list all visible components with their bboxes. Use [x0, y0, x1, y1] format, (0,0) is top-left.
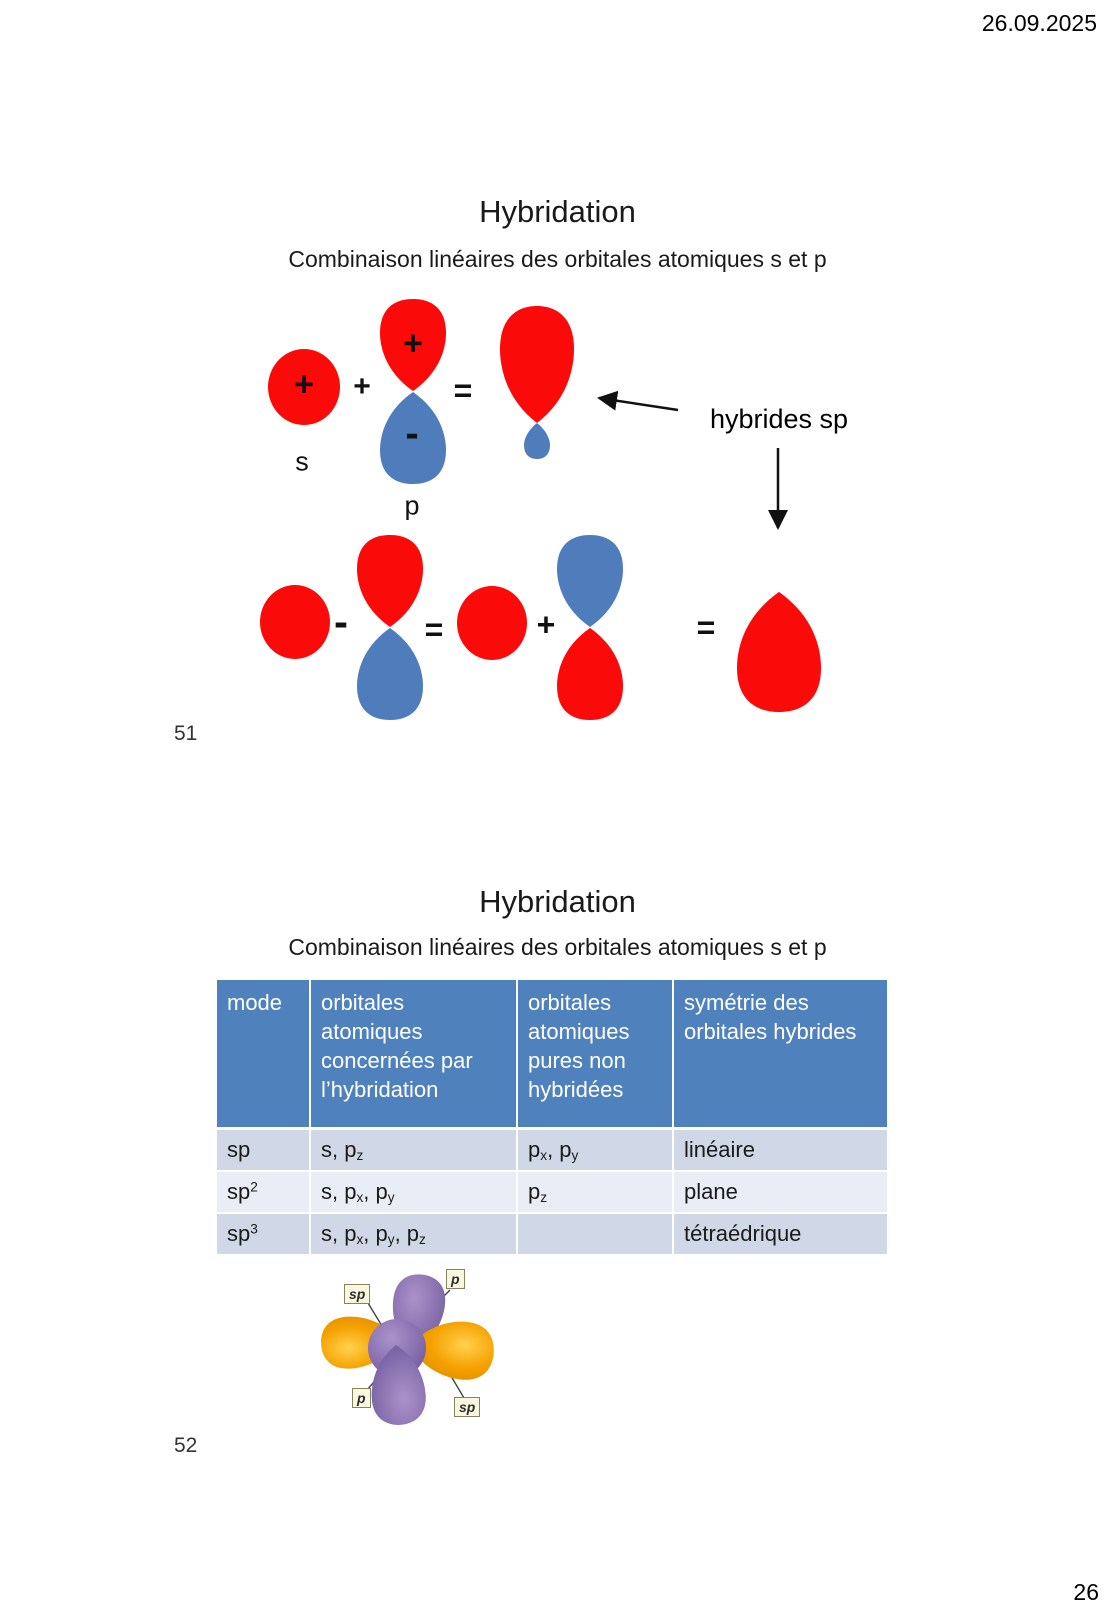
- sp-hybrid-large-lobe: [737, 592, 821, 712]
- cell-atoms: s, $p_x$, $p_y$, $p_z$: [310, 1213, 517, 1255]
- header-date: 26.09.2025: [981, 10, 1097, 36]
- cell-pure: $p_x$, $p_y$: [517, 1129, 673, 1172]
- cell-mode: sp: [216, 1129, 310, 1172]
- minus-operator: -: [334, 598, 348, 645]
- cell-symmetry: tétraédrique: [673, 1213, 888, 1255]
- slide1-subtitle: Combinaison linéaires des orbitales atomiques s et p: [288, 246, 827, 272]
- s-orbital-shape: [260, 585, 330, 659]
- header-mode: mode: [216, 979, 310, 1129]
- cell-symmetry: linéaire: [673, 1129, 888, 1172]
- figure-label-sp-left: sp: [344, 1284, 370, 1304]
- equals-sign: =: [424, 611, 444, 648]
- cell-mode: $sp^2$: [216, 1171, 310, 1213]
- figure-label-p-bottom: p: [352, 1388, 371, 1408]
- plus-sign-in-p: +: [403, 324, 423, 363]
- s-orbital-label: s: [295, 446, 309, 477]
- table-row: [216, 1171, 888, 1213]
- slide2-page-number: 52: [174, 1434, 198, 1457]
- plus-operator: +: [353, 370, 371, 403]
- figure-label-sp-right: sp: [454, 1397, 480, 1417]
- p-orbital-negative-lobe: [357, 628, 423, 720]
- p-orbital-negative-lobe: [557, 535, 623, 627]
- slide2-subtitle: Combinaison linéaires des orbitales atomiques s et p: [288, 934, 827, 960]
- document-page-number: 26: [1073, 1579, 1099, 1605]
- table-row: [216, 1129, 888, 1172]
- annotation-arrow-left-icon: [599, 398, 678, 410]
- hybrides-sp-annotation: hybrides sp: [710, 404, 849, 434]
- p-orbital-label: p: [404, 490, 420, 521]
- slide1-page-number: 51: [174, 722, 198, 745]
- cell-mode: $sp^3$: [216, 1213, 310, 1255]
- equals-sign: =: [696, 609, 716, 646]
- plus-sign-in-s: +: [294, 365, 314, 404]
- header-atomic-orbitals-hybridized: orbitales atomiques concernées par l’hybridation: [310, 979, 517, 1129]
- sp-hybrid-small-lobe: [524, 423, 550, 459]
- p-orbital-positive-lobe: [557, 628, 623, 720]
- hybridization-table: [215, 978, 889, 1256]
- figure-label-p-top: p: [446, 1269, 465, 1289]
- cell-symmetry: plane: [673, 1171, 888, 1213]
- header-symmetry: symétrie des orbitales hybrides: [673, 979, 888, 1129]
- header-pure-orbitals: orbitales atomiques pures non hybridées: [517, 979, 673, 1129]
- slide1-title: Hybridation: [479, 194, 636, 229]
- orbital-diagram: [230, 280, 910, 740]
- table-header-row: [216, 979, 888, 1129]
- p-orbital-positive-lobe: [357, 535, 423, 627]
- minus-sign-in-p: -: [405, 411, 419, 456]
- cell-pure: [517, 1213, 673, 1255]
- table-row: [216, 1213, 888, 1255]
- plus-operator: +: [536, 606, 556, 643]
- equals-sign: =: [453, 372, 473, 409]
- slide2-title: Hybridation: [479, 884, 636, 919]
- cell-atoms: s, $p_x$, $p_y$: [310, 1171, 517, 1213]
- cell-pure: $p_z$: [517, 1171, 673, 1213]
- cell-atoms: s, $p_z$: [310, 1129, 517, 1172]
- sp-hybrid-large-lobe: [500, 306, 574, 423]
- s-orbital-shape: [457, 586, 527, 660]
